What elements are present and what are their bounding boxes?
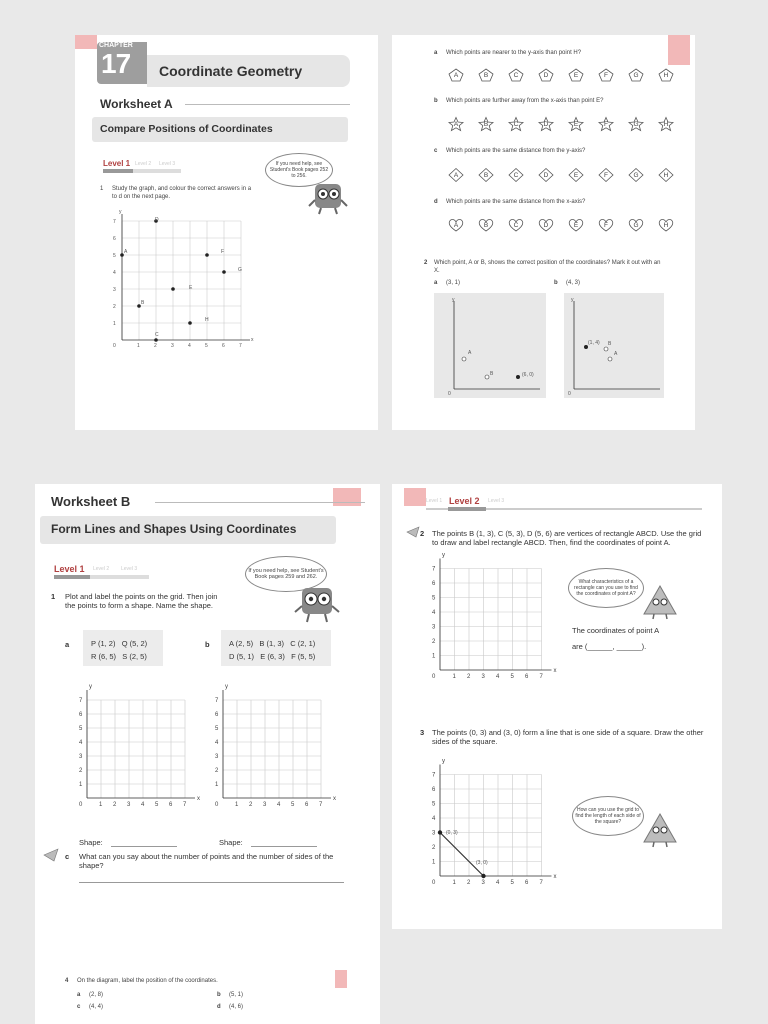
x-tick-3: 3 bbox=[263, 802, 267, 808]
hint-bubble-2: How can you use the grid to find the length of each side of the square? bbox=[572, 796, 644, 836]
y-tick-7: 7 bbox=[113, 219, 116, 225]
page-worksheet-b bbox=[35, 484, 380, 1024]
graph-x-label: x bbox=[251, 337, 254, 343]
level-label: Level 2 bbox=[449, 496, 480, 506]
qb-text: Which points are further away from the x-axis than point E? bbox=[446, 98, 604, 104]
y-tick-5: 5 bbox=[113, 253, 116, 259]
y-tick-4: 4 bbox=[113, 270, 116, 276]
y-tick-7: 7 bbox=[432, 772, 436, 779]
chapter-tab-decoration bbox=[75, 35, 97, 49]
y-axis-label: y bbox=[442, 758, 445, 765]
x-tick-4: 4 bbox=[277, 802, 281, 808]
option-heart-f[interactable]: F bbox=[598, 218, 614, 232]
graph-a-y-label: y bbox=[452, 297, 455, 303]
level3-label: Level 3 bbox=[121, 566, 138, 572]
y-tick-1: 1 bbox=[215, 782, 219, 788]
level-underline-active bbox=[448, 507, 486, 511]
mascot-owl-icon bbox=[293, 584, 341, 624]
option-heart-g[interactable]: G bbox=[628, 218, 644, 232]
p1-label: (0, 3) bbox=[446, 830, 458, 836]
x-tick-6: 6 bbox=[525, 674, 529, 680]
c-letter: c bbox=[65, 852, 70, 861]
x-tick-1: 1 bbox=[99, 802, 103, 808]
qa-letter: a bbox=[434, 50, 438, 56]
x-tick-4: 4 bbox=[496, 880, 500, 886]
y-tick-6: 6 bbox=[432, 581, 436, 587]
option-star-d[interactable]: D bbox=[538, 117, 554, 131]
x-tick-3: 3 bbox=[127, 802, 131, 808]
shape-answer-line-a bbox=[111, 846, 177, 847]
x-tick-7: 7 bbox=[319, 802, 323, 808]
point-label-a: A bbox=[124, 249, 128, 255]
answer-line1: The coordinates of point A bbox=[572, 626, 660, 635]
q1-text: Study the graph, and colour the correct answers in a to d on the next page. bbox=[112, 186, 252, 200]
option-pentagon-f[interactable]: F bbox=[598, 68, 614, 82]
title-rule bbox=[155, 502, 365, 503]
origin-label: 0 bbox=[215, 802, 219, 808]
graph-y-label: y bbox=[119, 209, 122, 215]
c-text: What can you say about the number of points and the number of sides of the shape? bbox=[79, 852, 334, 870]
option-diamond-c[interactable]: C bbox=[508, 168, 524, 182]
x-tick-5: 5 bbox=[510, 880, 514, 886]
y-tick-4: 4 bbox=[432, 610, 436, 616]
chapter-number: 17 bbox=[101, 48, 131, 79]
x-tick-7: 7 bbox=[539, 674, 543, 680]
qc-letter: c bbox=[434, 148, 438, 154]
option-pentagon-b[interactable]: B bbox=[478, 68, 494, 82]
q2b-letter: b bbox=[554, 280, 558, 286]
x-tick-1: 1 bbox=[137, 343, 140, 349]
mascot-owl-icon bbox=[307, 180, 349, 216]
graph-b-label-a: A bbox=[614, 351, 618, 357]
qa-text: Which points are nearer to the y-axis than point H? bbox=[446, 50, 582, 56]
option-diamond-d[interactable]: D bbox=[538, 168, 554, 182]
page-tab-decoration bbox=[333, 488, 361, 506]
option-pentagon-e[interactable]: E bbox=[568, 68, 584, 82]
y-tick-1: 1 bbox=[432, 859, 436, 866]
c-answer-line bbox=[79, 882, 344, 883]
help-bubble: If you need help, see Student's Book pages 252 to 256. bbox=[265, 153, 333, 187]
q2a-coord: (3, 1) bbox=[446, 280, 461, 286]
x-tick-7: 7 bbox=[183, 802, 187, 808]
title-rule bbox=[185, 104, 350, 105]
x-tick-4: 4 bbox=[496, 674, 500, 680]
q4b: (5, 1) bbox=[229, 992, 244, 998]
point-label-f: F bbox=[221, 249, 225, 255]
point-label-c: C bbox=[155, 332, 159, 338]
y-tick-2: 2 bbox=[432, 639, 436, 645]
y-tick-4: 4 bbox=[432, 816, 436, 822]
chapter-label: CHAPTER bbox=[99, 42, 133, 49]
level-label: Level 1 bbox=[54, 564, 85, 574]
graph-b-origin: 0 bbox=[568, 391, 571, 397]
graph-b-axes bbox=[564, 293, 664, 398]
thinking-pencil-icon bbox=[43, 848, 59, 862]
y-tick-3: 3 bbox=[432, 624, 436, 631]
y-tick-6: 6 bbox=[113, 236, 116, 242]
q4d: (4, 6) bbox=[229, 1004, 244, 1010]
page-worksheet-a-continued bbox=[392, 35, 695, 430]
x-tick-2: 2 bbox=[467, 880, 471, 886]
answer-line2: are (______, ______). bbox=[572, 642, 647, 651]
y-tick-7: 7 bbox=[215, 698, 219, 704]
q2b-coord: (4, 3) bbox=[566, 280, 581, 286]
option-star-f[interactable]: F bbox=[598, 117, 614, 131]
mascot-triangle-icon bbox=[642, 584, 678, 620]
worksheet-subtitle: Compare Positions of Coordinates bbox=[100, 123, 273, 135]
page-worksheet-b-level2 bbox=[392, 484, 722, 929]
q1-text: Plot and label the points on the grid. Then join the points to form a shape. Name the shape. bbox=[65, 592, 218, 610]
shape-answer-line-b bbox=[251, 846, 317, 847]
y-tick-3: 3 bbox=[113, 287, 116, 293]
qd-letter: d bbox=[434, 199, 438, 205]
q1-number: 1 bbox=[51, 592, 56, 601]
option-star-a[interactable]: A bbox=[448, 117, 464, 131]
option-star-c[interactable]: C bbox=[508, 117, 524, 131]
x-axis-label: x bbox=[553, 668, 557, 674]
qd-text: Which points are the same distance from the x-axis? bbox=[446, 199, 586, 205]
a-line1: P (1, 2) Q (5, 2) bbox=[91, 639, 148, 648]
point-label-h: H bbox=[205, 317, 209, 323]
b-line1: A (2, 5) B (1, 3) C (2, 1) bbox=[229, 639, 316, 648]
x-tick-1: 1 bbox=[452, 880, 456, 886]
y-tick-6: 6 bbox=[215, 712, 219, 718]
hint-bubble-1: What characteristics of a rectangle can you use to find the coordinates of point A? bbox=[568, 568, 644, 608]
x-tick-2: 2 bbox=[467, 674, 471, 680]
p2-label: (3, 0) bbox=[476, 860, 488, 866]
x-tick-2: 2 bbox=[113, 802, 117, 808]
y-tick-5: 5 bbox=[215, 726, 219, 732]
q2-number: 2 bbox=[420, 529, 425, 538]
q3-text: The points (0, 3) and (3, 0) form a line that is one side of a square. Draw the other sides of the square. bbox=[432, 728, 704, 746]
x-tick-3: 3 bbox=[481, 880, 485, 886]
point-label-e: E bbox=[189, 285, 193, 291]
x-tick-6: 6 bbox=[305, 802, 309, 808]
y-tick-7: 7 bbox=[432, 566, 436, 573]
y-tick-6: 6 bbox=[432, 787, 436, 793]
option-pentagon-d[interactable]: D bbox=[538, 68, 554, 82]
grid-q2 bbox=[426, 552, 566, 690]
shape-label-b: Shape: bbox=[219, 838, 243, 847]
given-point-2 bbox=[481, 874, 485, 878]
x-tick-4: 4 bbox=[141, 802, 145, 808]
x-tick-5: 5 bbox=[205, 343, 208, 349]
option-heart-c[interactable]: C bbox=[508, 218, 524, 232]
y-tick-1: 1 bbox=[113, 321, 116, 327]
graph-a-label-a: A bbox=[468, 350, 472, 356]
q4-number: 4 bbox=[65, 978, 69, 984]
y-axis-label: y bbox=[225, 684, 228, 690]
x-tick-1: 1 bbox=[452, 674, 456, 680]
option-pentagon-h[interactable]: H bbox=[658, 68, 674, 82]
q4a: (2, 8) bbox=[89, 992, 104, 998]
q2-number: 2 bbox=[424, 260, 428, 266]
graph-a-label-b: B bbox=[490, 371, 494, 377]
worksheet-subtitle: Form Lines and Shapes Using Coordinates bbox=[51, 522, 297, 536]
option-diamond-a[interactable]: A bbox=[448, 168, 464, 182]
b-line2: D (5, 1) E (6, 3) F (5, 5) bbox=[229, 652, 316, 661]
page-worksheet-a bbox=[75, 35, 378, 430]
y-tick-2: 2 bbox=[113, 304, 116, 310]
grid-q3 bbox=[426, 756, 566, 891]
option-star-h[interactable]: H bbox=[658, 117, 674, 131]
y-tick-1: 1 bbox=[432, 653, 436, 660]
x-axis-label: x bbox=[197, 796, 200, 802]
a-line2: R (6, 5) S (2, 5) bbox=[91, 652, 147, 661]
grid-a bbox=[75, 686, 205, 816]
y-tick-4: 4 bbox=[215, 740, 219, 746]
y-tick-3: 3 bbox=[215, 754, 219, 760]
qb-letter: b bbox=[434, 98, 438, 104]
level3-label: Level 3 bbox=[488, 498, 505, 504]
graph-a-point-label: (6, 0) bbox=[522, 372, 534, 378]
q1-number: 1 bbox=[100, 186, 104, 192]
option-pentagon-c[interactable]: C bbox=[508, 68, 524, 82]
x-axis-label: x bbox=[553, 874, 557, 880]
point-label-g: G bbox=[238, 267, 242, 273]
y-tick-5: 5 bbox=[432, 595, 436, 602]
q4d-letter: d bbox=[217, 1004, 221, 1010]
y-tick-2: 2 bbox=[432, 845, 436, 851]
level2-label: Level 2 bbox=[135, 161, 152, 167]
x-tick-6: 6 bbox=[169, 802, 173, 808]
q4-text: On the diagram, label the position of the coordinates. bbox=[77, 978, 218, 984]
x-tick-5: 5 bbox=[291, 802, 295, 808]
q3-number: 3 bbox=[420, 728, 425, 737]
graph-a-axes bbox=[434, 293, 546, 398]
graph-b-point-label: (1, 4) bbox=[588, 340, 600, 346]
option-heart-b[interactable]: B bbox=[478, 218, 494, 232]
option-heart-d[interactable]: D bbox=[538, 218, 554, 232]
option-star-e[interactable]: E bbox=[568, 117, 584, 131]
origin-label: 0 bbox=[79, 802, 83, 808]
qc-text: Which points are the same distance from the y-axis? bbox=[446, 148, 586, 154]
help-bubble: If you need help, see Student's Book pages 259 and 262. bbox=[245, 556, 327, 592]
coordinate-graph bbox=[105, 210, 265, 350]
graph-b-y-label: y bbox=[571, 297, 574, 303]
q2-text: The points B (1, 3), C (5, 3), D (5, 6) are vertices of rectangle ABCD. Use the grid to draw and label rectangle ABCD. Then, find the coordinates of point A. bbox=[432, 529, 702, 547]
x-tick-7: 7 bbox=[539, 880, 543, 886]
option-heart-e[interactable]: E bbox=[568, 218, 584, 232]
given-point-1 bbox=[438, 830, 442, 834]
level1-label: Level 1 bbox=[426, 498, 443, 504]
x-tick-2: 2 bbox=[154, 343, 157, 349]
option-star-b[interactable]: B bbox=[478, 117, 494, 131]
x-tick-6: 6 bbox=[222, 343, 225, 349]
q2a-letter: a bbox=[434, 280, 438, 286]
grid-b bbox=[211, 686, 341, 816]
q4c-letter: c bbox=[77, 1004, 81, 1010]
x-tick-2: 2 bbox=[249, 802, 253, 808]
option-diamond-f[interactable]: F bbox=[598, 168, 614, 182]
x-tick-5: 5 bbox=[510, 674, 514, 680]
page-tab-decoration bbox=[404, 488, 426, 506]
a-letter: a bbox=[65, 640, 70, 649]
option-diamond-g[interactable]: G bbox=[628, 168, 644, 182]
origin-label: 0 bbox=[432, 880, 436, 886]
y-tick-6: 6 bbox=[79, 712, 83, 718]
level2-label: Level 2 bbox=[93, 566, 110, 572]
option-diamond-b[interactable]: B bbox=[478, 168, 494, 182]
x-tick-3: 3 bbox=[481, 674, 485, 680]
y-axis-label: y bbox=[442, 552, 445, 559]
q4c: (4, 4) bbox=[89, 1004, 104, 1010]
y-tick-5: 5 bbox=[432, 801, 436, 808]
y-tick-4: 4 bbox=[79, 740, 83, 746]
point-label-d: D bbox=[155, 217, 159, 223]
q4b-letter: b bbox=[217, 992, 221, 998]
y-tick-1: 1 bbox=[79, 782, 83, 788]
x-axis-label: x bbox=[333, 796, 336, 802]
x-tick-1: 1 bbox=[235, 802, 239, 808]
graph-origin: 0 bbox=[113, 343, 116, 349]
worksheet-title: Worksheet B bbox=[51, 494, 131, 509]
option-star-g[interactable]: G bbox=[628, 117, 644, 131]
given-side-line bbox=[440, 833, 484, 877]
x-tick-6: 6 bbox=[525, 880, 529, 886]
y-tick-5: 5 bbox=[79, 726, 83, 732]
option-pentagon-a[interactable]: A bbox=[448, 68, 464, 82]
worksheet-title: Worksheet A bbox=[100, 97, 173, 111]
option-pentagon-g[interactable]: G bbox=[628, 68, 644, 82]
y-tick-2: 2 bbox=[79, 768, 83, 774]
y-tick-2: 2 bbox=[215, 768, 219, 774]
level3-label: Level 3 bbox=[159, 161, 176, 167]
origin-label: 0 bbox=[432, 674, 436, 680]
y-tick-7: 7 bbox=[79, 698, 83, 704]
mascot-triangle-icon-2 bbox=[642, 812, 678, 848]
level-underline-active bbox=[103, 169, 133, 173]
level-underline-active bbox=[54, 575, 90, 579]
chapter-title: Coordinate Geometry bbox=[159, 63, 303, 79]
shape-label-a: Shape: bbox=[79, 838, 103, 847]
y-tick-3: 3 bbox=[79, 754, 83, 760]
graph-b-label-b: B bbox=[608, 341, 612, 347]
b-letter: b bbox=[205, 640, 210, 649]
page-tab-decoration-bottom bbox=[335, 970, 347, 988]
q2-text: Which point, A or B, shows the correct position of the coordinates? Mark it out with an X. bbox=[434, 260, 661, 274]
option-heart-h[interactable]: H bbox=[658, 218, 674, 232]
y-tick-3: 3 bbox=[432, 830, 436, 837]
x-tick-3: 3 bbox=[171, 343, 174, 349]
option-heart-a[interactable]: A bbox=[448, 218, 464, 232]
y-axis-label: y bbox=[89, 684, 92, 690]
option-diamond-h[interactable]: H bbox=[658, 168, 674, 182]
option-diamond-e[interactable]: E bbox=[568, 168, 584, 182]
graph-a-origin: 0 bbox=[448, 391, 451, 397]
level-label: Level 1 bbox=[103, 159, 131, 168]
point-label-b: B bbox=[141, 300, 145, 306]
x-tick-5: 5 bbox=[155, 802, 159, 808]
x-tick-4: 4 bbox=[188, 343, 191, 349]
x-tick-7: 7 bbox=[239, 343, 242, 349]
thinking-pencil-icon bbox=[406, 526, 420, 538]
q4a-letter: a bbox=[77, 992, 81, 998]
